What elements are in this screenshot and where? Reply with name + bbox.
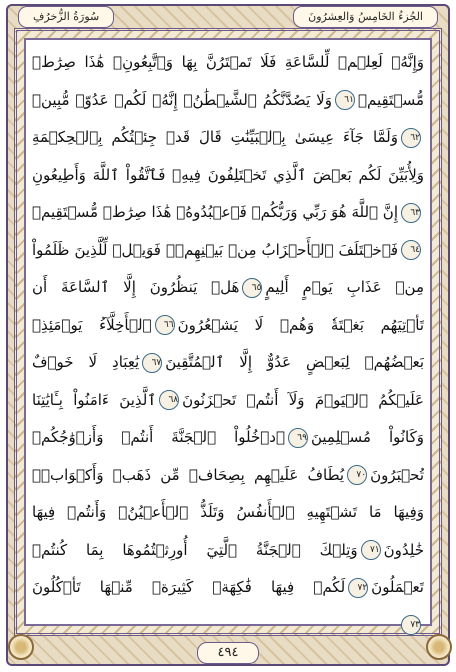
verse-line [32, 44, 424, 82]
verse-line [32, 82, 424, 120]
verse-text: وَلَمَّا جَآءَ عِيسَىٰ بِٱلۡبَيِّنَٰتِ قَالَ قَدۡ جِئۡتُكُم بِٱلۡحِكۡمَةِ [32, 128, 398, 146]
ayah-number-marker: ٦٦ [155, 315, 175, 335]
verse-text: وَإِنَّهُۥ لَعِلۡمٞ لِّلسَّاعَةِ فَلَا تَمۡتَرُنَّ بِهَا وَٱتَّبِعُونِۚ هَٰذَا صِرَٰطٞ [32, 53, 424, 71]
verse-text: يَٰعِبَادِ لَا خَوۡفٌ [32, 353, 140, 371]
verse-line [32, 307, 424, 345]
ayah-number-marker: ٦٣ [401, 203, 421, 223]
ayah-number-marker: ٧٢ [348, 578, 368, 598]
verse-text: خَٰلِدُونَ [383, 540, 424, 559]
verse-text: وَفِيهَا مَا تَشۡتَهِيهِ ٱلۡأَنفُسُ وَتَلَذُّ ٱلۡأَعۡيُنُۖ وَأَنتُمۡ فِيهَا [32, 503, 424, 521]
ayah-number-marker: ٦٧ [142, 353, 162, 373]
verse-line [32, 457, 424, 495]
verse-line [32, 269, 424, 307]
verse-text: ٱلۡأَخِلَّآءُ يَوۡمَئِذِۭ [32, 315, 152, 334]
verse-text: هَلۡ يَنظُرُونَ إِلَّا ٱلسَّاعَةَ أَن [32, 278, 240, 296]
verse-text: تُحۡبَرُونَ [370, 465, 424, 484]
verse-line [32, 419, 424, 457]
page-number: ٤٩٤ [197, 642, 259, 664]
verse-text: لَكُمۡ فِيهَا فَٰكِهَةٞ كَثِيرَةٞ مِّنۡهَا تَأۡكُلُونَ [32, 578, 346, 596]
verse-line [32, 194, 424, 232]
verse-line [32, 382, 424, 420]
verse-text: تَعۡمَلُونَ [371, 578, 424, 596]
verse-line [32, 494, 424, 532]
verse-text: ٱلَّذِينَ ءَامَنُواْ بِـَٔايَٰتِنَا [32, 390, 157, 409]
ayah-number-marker: ٦٥ [242, 278, 262, 298]
page-header [18, 6, 438, 28]
verse-text: وَلَا يَصُدَّنَّكُمُ ٱلشَّيۡطَٰنُۖ إِنَّهُۥ لَكُمۡ عَدُوّٞ مُّبِينٞ [32, 90, 332, 109]
verse-line [32, 232, 424, 270]
ayah-number-marker: ٦٨ [159, 390, 179, 410]
verse-text: وَكَانُواْ مُسۡلِمِينَ [310, 428, 424, 446]
verse-text: مُّسۡتَقِيمٞ [357, 90, 424, 109]
verse-text: وَتِلۡكَ ٱلۡجَنَّةُ ٱلَّتِيٓ أُورِثۡتُمُوهَا بِمَا كُنتُمۡ [32, 540, 358, 559]
verse-lines [32, 44, 424, 630]
verse-text: بَعۡضُهُمۡ لِبَعۡضٍ عَدُوٌّ إِلَّا ٱلۡمُتَّقِينَ [165, 353, 424, 371]
verse-text: ٱدۡخُلُواْ ٱلۡجَنَّةَ أَنتُمۡ وَأَزۡوَٰجُكُمۡ [32, 428, 285, 446]
ayah-number-marker: ٧٣ [401, 615, 421, 635]
verse-text: وَلِأُبَيِّنَ لَكُم بَعۡضَ ٱلَّذِي تَخۡتَلِفُونَ فِيهِۖ فَٱتَّقُواْ ٱللَّهَ وَأَطِيعُونِ [32, 165, 424, 184]
ayah-number-marker: ٦٤ [401, 240, 421, 260]
verse-line [32, 119, 424, 157]
ayah-number-marker: ٧٠ [347, 465, 367, 485]
verse-text: إِنَّ ٱللَّهَ هُوَ رَبِّي وَرَبُّكُمۡ فَٱعۡبُدُوهُۚ هَٰذَا صِرَٰطٞ مُّسۡتَقِيمٞ [32, 203, 398, 221]
juz-label: الجُزءُ الخَامِسُ وَالعِشرُونَ [293, 6, 438, 28]
verse-line [32, 344, 424, 382]
ayah-number-marker: ٦٢ [401, 128, 421, 148]
surah-label: سُورَةُ الزُّخرُفِ [18, 6, 114, 28]
ayah-number-marker: ٦١ [335, 90, 355, 110]
verse-line [32, 157, 424, 195]
verse-text: تَأۡتِيَهُم بَغۡتَةٗ وَهُمۡ لَا يَشۡعُرُونَ [177, 315, 424, 334]
ayah-number-marker: ٦٩ [288, 428, 308, 448]
verse-text: مِنۡ عَذَابِ يَوۡمٍ أَلِيمٍ [265, 278, 424, 296]
ayah-number-marker: ٧١ [361, 540, 381, 560]
verse-line [32, 607, 424, 645]
verse-text: عَلَيۡكُمُ ٱلۡيَوۡمَ وَلَآ أَنتُمۡ تَحۡزَنُونَ [182, 390, 424, 409]
page-footer [0, 642, 456, 666]
verse-line [32, 569, 424, 607]
verse-line [32, 532, 424, 570]
verse-text: يُطَافُ عَلَيۡهِم بِصِحَافٖ مِّن ذَهَبٖ وَأَكۡوَابٖۖ [32, 465, 345, 484]
verse-text: فَٱخۡتَلَفَ ٱلۡأَحۡزَابُ مِنۢ بَيۡنِهِمۡۖ فَوَيۡلٞ لِّلَّذِينَ ظَلَمُواْ [32, 240, 398, 259]
